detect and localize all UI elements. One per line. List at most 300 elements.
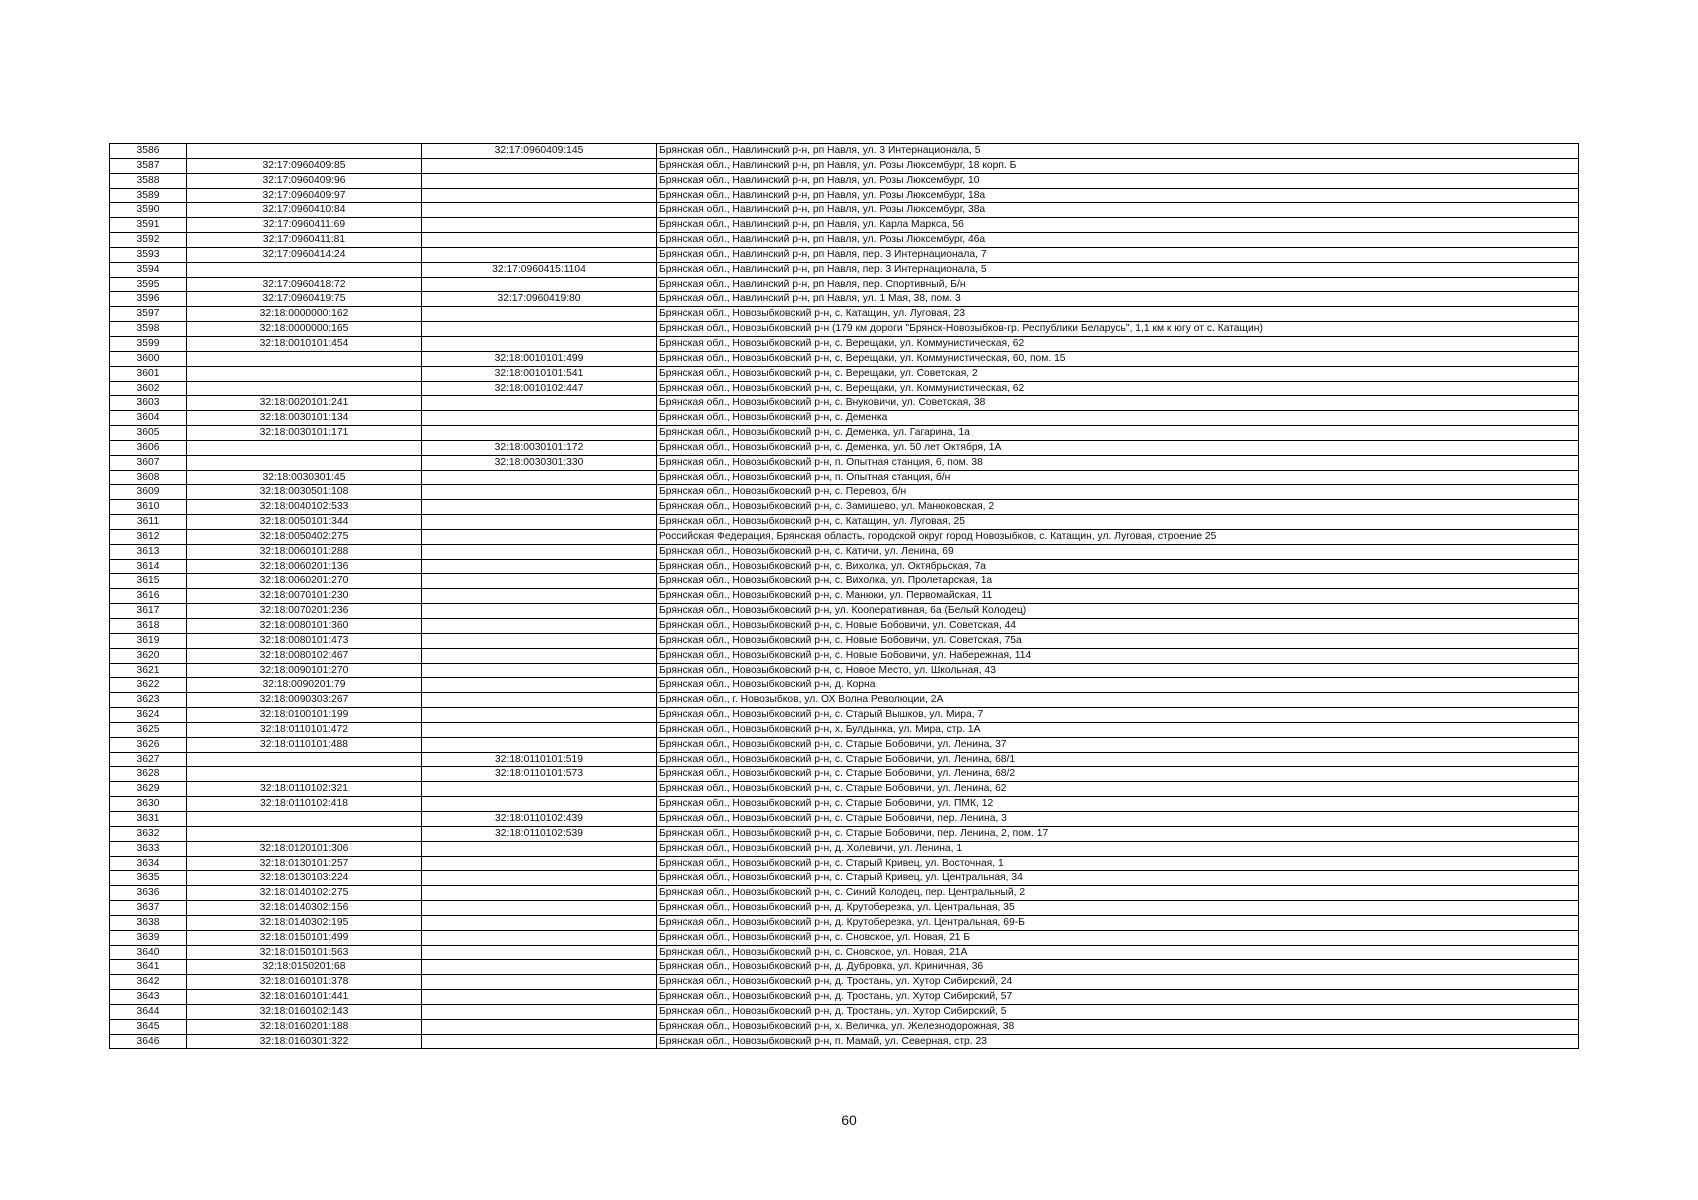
address-cell: Брянская обл., Навлинский р-н, рп Навля, ул. Карла Маркса, 56: [657, 218, 1579, 233]
cadastral-number-cell: 32:18:0050402:275: [187, 529, 422, 544]
cadastral-number-secondary-cell: [422, 975, 657, 990]
table-row: [110, 752, 1579, 767]
property-registry-table: [109, 143, 1579, 1049]
table-row: [110, 648, 1579, 663]
address-cell: Брянская обл., Новозыбковский р-н, х. Булдынка, ул. Мира, стр. 1А: [657, 722, 1579, 737]
cadastral-number-cell: 32:18:0000000:165: [187, 322, 422, 337]
cadastral-number-secondary-cell: [422, 544, 657, 559]
table-row: [110, 1019, 1579, 1034]
cadastral-number-secondary-cell: [422, 841, 657, 856]
row-number-cell: 3595: [110, 277, 187, 292]
table-row: [110, 782, 1579, 797]
table-row: [110, 247, 1579, 262]
row-number-cell: 3586: [110, 144, 187, 159]
row-number-cell: 3640: [110, 945, 187, 960]
cadastral-number-secondary-cell: 32:17:0960419:80: [422, 292, 657, 307]
cadastral-number-secondary-cell: [422, 1034, 657, 1049]
table-row: [110, 930, 1579, 945]
cadastral-number-secondary-cell: [422, 411, 657, 426]
address-cell: Брянская обл., г. Новозыбков, ул. ОХ Волна Революции, 2А: [657, 693, 1579, 708]
table-row: [110, 1004, 1579, 1019]
address-cell: Брянская обл., Навлинский р-н, рп Навля, пер. Спортивный, Б/н: [657, 277, 1579, 292]
address-cell: Брянская обл., Новозыбковский р-н, д. Холевичи, ул. Ленина, 1: [657, 841, 1579, 856]
table-row: [110, 292, 1579, 307]
address-cell: Брянская обл., Новозыбковский р-н, с. Верещаки, ул. Коммунистическая, 62: [657, 381, 1579, 396]
row-number-cell: 3602: [110, 381, 187, 396]
cadastral-number-secondary-cell: 32:18:0110102:539: [422, 826, 657, 841]
cadastral-number-cell: 32:18:0090201:79: [187, 678, 422, 693]
table-row: [110, 396, 1579, 411]
address-cell: Брянская обл., Новозыбковский р-н, с. Старые Бобовичи, ул. Ленина, 68/1: [657, 752, 1579, 767]
cadastral-number-cell: 32:18:0080101:473: [187, 633, 422, 648]
row-number-cell: 3598: [110, 322, 187, 337]
address-cell: Брянская обл., Новозыбковский р-н, с. Новые Бобовичи, ул. Советская, 44: [657, 619, 1579, 634]
cadastral-number-cell: 32:18:0160101:441: [187, 990, 422, 1005]
table-row: [110, 262, 1579, 277]
table-row: [110, 945, 1579, 960]
table-row: [110, 529, 1579, 544]
cadastral-number-cell: 32:18:0040102:533: [187, 500, 422, 515]
row-number-cell: 3639: [110, 930, 187, 945]
row-number-cell: 3610: [110, 500, 187, 515]
address-cell: Брянская обл., Навлинский р-н, рп Навля, ул. Розы Люксембург, 18а: [657, 188, 1579, 203]
cadastral-number-secondary-cell: [422, 737, 657, 752]
cadastral-number-secondary-cell: [422, 515, 657, 530]
cadastral-number-secondary-cell: [422, 574, 657, 589]
cadastral-number-secondary-cell: 32:18:0030301:330: [422, 455, 657, 470]
cadastral-number-cell: 32:18:0110102:418: [187, 797, 422, 812]
address-cell: Брянская обл., Новозыбковский р-н, с. Старые Бобовичи, ул. ПМК, 12: [657, 797, 1579, 812]
row-number-cell: 3587: [110, 158, 187, 173]
row-number-cell: 3608: [110, 470, 187, 485]
cadastral-number-cell: 32:18:0140302:156: [187, 901, 422, 916]
cadastral-number-secondary-cell: [422, 218, 657, 233]
address-cell: Брянская обл., Новозыбковский р-н, с. Деменка: [657, 411, 1579, 426]
table-row: [110, 307, 1579, 322]
table-row: [110, 990, 1579, 1005]
table-row: [110, 722, 1579, 737]
table-row: [110, 767, 1579, 782]
table-row: [110, 455, 1579, 470]
table-row: [110, 619, 1579, 634]
cadastral-number-cell: [187, 366, 422, 381]
cadastral-number-cell: 32:17:0960419:75: [187, 292, 422, 307]
cadastral-number-cell: [187, 351, 422, 366]
table-row: [110, 604, 1579, 619]
row-number-cell: 3624: [110, 708, 187, 723]
address-cell: Брянская обл., Новозыбковский р-н, с. Старые Бобовичи, ул. Ленина, 37: [657, 737, 1579, 752]
cadastral-number-cell: 32:18:0000000:162: [187, 307, 422, 322]
table-row: [110, 203, 1579, 218]
cadastral-number-cell: 32:18:0120101:306: [187, 841, 422, 856]
row-number-cell: 3638: [110, 915, 187, 930]
table-row: [110, 411, 1579, 426]
cadastral-number-cell: 32:17:0960409:96: [187, 173, 422, 188]
cadastral-number-cell: 32:18:0110101:488: [187, 737, 422, 752]
address-cell: Брянская обл., Новозыбковский р-н, с. Старые Бобовичи, пер. Ленина, 2, пом. 17: [657, 826, 1579, 841]
address-cell: Брянская обл., Навлинский р-н, рп Навля, ул. 1 Мая, 38, пом. 3: [657, 292, 1579, 307]
table-row: [110, 693, 1579, 708]
row-number-cell: 3635: [110, 871, 187, 886]
table-row: [110, 485, 1579, 500]
cadastral-number-cell: 32:17:0960411:81: [187, 233, 422, 248]
row-number-cell: 3605: [110, 426, 187, 441]
row-number-cell: 3619: [110, 633, 187, 648]
row-number-cell: 3611: [110, 515, 187, 530]
cadastral-number-secondary-cell: [422, 915, 657, 930]
row-number-cell: 3630: [110, 797, 187, 812]
row-number-cell: 3621: [110, 663, 187, 678]
cadastral-number-cell: 32:18:0070201:236: [187, 604, 422, 619]
row-number-cell: 3599: [110, 336, 187, 351]
cadastral-number-secondary-cell: [422, 396, 657, 411]
address-cell: Брянская обл., Новозыбковский р-н, п. Мамай, ул. Северная, стр. 23: [657, 1034, 1579, 1049]
cadastral-number-secondary-cell: [422, 470, 657, 485]
address-cell: Российская Федерация, Брянская область, городской округ город Новозыбков, с. Катащин, ул. Луговая, строение 25: [657, 529, 1579, 544]
cadastral-number-cell: 32:18:0130103:224: [187, 871, 422, 886]
cadastral-number-cell: 32:17:0960409:85: [187, 158, 422, 173]
table-row: [110, 218, 1579, 233]
address-cell: Брянская обл., Навлинский р-н, рп Навля, ул. Розы Люксембург, 18 корп. Б: [657, 158, 1579, 173]
cadastral-number-secondary-cell: 32:17:0960415:1104: [422, 262, 657, 277]
address-cell: Брянская обл., Новозыбковский р-н, с. Старые Бобовичи, ул. Ленина, 68/2: [657, 767, 1579, 782]
row-number-cell: 3620: [110, 648, 187, 663]
cadastral-number-cell: 32:17:0960410:84: [187, 203, 422, 218]
table-row: [110, 381, 1579, 396]
cadastral-number-secondary-cell: [422, 277, 657, 292]
cadastral-number-secondary-cell: [422, 856, 657, 871]
cadastral-number-secondary-cell: 32:18:0010102:447: [422, 381, 657, 396]
row-number-cell: 3645: [110, 1019, 187, 1034]
cadastral-number-secondary-cell: [422, 693, 657, 708]
row-number-cell: 3593: [110, 247, 187, 262]
row-number-cell: 3612: [110, 529, 187, 544]
address-cell: Брянская обл., Новозыбковский р-н, с. Старый Вышков, ул. Мира, 7: [657, 708, 1579, 723]
cadastral-number-secondary-cell: [422, 945, 657, 960]
row-number-cell: 3592: [110, 233, 187, 248]
cadastral-number-secondary-cell: [422, 1004, 657, 1019]
cadastral-number-secondary-cell: [422, 1019, 657, 1034]
cadastral-number-cell: 32:18:0010101:454: [187, 336, 422, 351]
cadastral-number-secondary-cell: [422, 307, 657, 322]
address-cell: Брянская обл., Новозыбковский р-н, с. Верещаки, ул. Коммунистическая, 62: [657, 336, 1579, 351]
table-row: [110, 574, 1579, 589]
table-row: [110, 737, 1579, 752]
cadastral-number-cell: [187, 262, 422, 277]
cadastral-number-secondary-cell: 32:18:0110101:573: [422, 767, 657, 782]
cadastral-number-secondary-cell: [422, 619, 657, 634]
address-cell: Брянская обл., Новозыбковский р-н, с. Верещаки, ул. Коммунистическая, 60, пом. 15: [657, 351, 1579, 366]
cadastral-number-cell: 32:18:0100101:199: [187, 708, 422, 723]
address-cell: Брянская обл., Новозыбковский р-н, с. Синий Колодец, пер. Центральный, 2: [657, 886, 1579, 901]
cadastral-number-cell: 32:18:0150101:563: [187, 945, 422, 960]
address-cell: Брянская обл., Новозыбковский р-н, с. Старый Кривец, ул. Восточная, 1: [657, 856, 1579, 871]
table-row: [110, 915, 1579, 930]
address-cell: Брянская обл., Новозыбковский р-н, д. Корна: [657, 678, 1579, 693]
address-cell: Брянская обл., Новозыбковский р-н, с. Катащин, ул. Луговая, 25: [657, 515, 1579, 530]
table-row: [110, 826, 1579, 841]
cadastral-number-cell: 32:18:0030101:134: [187, 411, 422, 426]
cadastral-number-secondary-cell: [422, 708, 657, 723]
row-number-cell: 3629: [110, 782, 187, 797]
table-row: [110, 322, 1579, 337]
cadastral-number-cell: 32:18:0130101:257: [187, 856, 422, 871]
table-row: [110, 856, 1579, 871]
cadastral-number-cell: [187, 826, 422, 841]
cadastral-number-secondary-cell: [422, 782, 657, 797]
table-row: [110, 158, 1579, 173]
cadastral-number-cell: 32:18:0020101:241: [187, 396, 422, 411]
table-row: [110, 663, 1579, 678]
cadastral-number-cell: 32:18:0080102:467: [187, 648, 422, 663]
address-cell: Брянская обл., Новозыбковский р-н, с. Верещаки, ул. Советская, 2: [657, 366, 1579, 381]
cadastral-number-cell: 32:18:0060201:136: [187, 559, 422, 574]
table-row: [110, 440, 1579, 455]
address-cell: Брянская обл., Навлинский р-н, рп Навля, ул. Розы Люксембург, 38а: [657, 203, 1579, 218]
cadastral-number-secondary-cell: [422, 648, 657, 663]
address-cell: Брянская обл., Новозыбковский р-н, д. Крутоберезка, ул. Центральная, 69-Б: [657, 915, 1579, 930]
row-number-cell: 3625: [110, 722, 187, 737]
row-number-cell: 3634: [110, 856, 187, 871]
address-cell: Брянская обл., Новозыбковский р-н, п. Опытная станция, 6, пом. 38: [657, 455, 1579, 470]
address-cell: Брянская обл., Новозыбковский р-н, д. Тростань, ул. Хутор Сибирский, 57: [657, 990, 1579, 1005]
row-number-cell: 3606: [110, 440, 187, 455]
cadastral-number-secondary-cell: [422, 589, 657, 604]
cadastral-number-cell: [187, 767, 422, 782]
row-number-cell: 3637: [110, 901, 187, 916]
row-number-cell: 3622: [110, 678, 187, 693]
cadastral-number-cell: 32:18:0110101:472: [187, 722, 422, 737]
table-row: [110, 426, 1579, 441]
address-cell: Брянская обл., Новозыбковский р-н, с. Старые Бобовичи, пер. Ленина, 3: [657, 811, 1579, 826]
row-number-cell: 3600: [110, 351, 187, 366]
table-row: [110, 975, 1579, 990]
row-number-cell: 3623: [110, 693, 187, 708]
cadastral-number-cell: 32:18:0030101:171: [187, 426, 422, 441]
table-row: [110, 144, 1579, 159]
address-cell: Брянская обл., Новозыбковский р-н, с. Катичи, ул. Ленина, 69: [657, 544, 1579, 559]
row-number-cell: 3628: [110, 767, 187, 782]
row-number-cell: 3641: [110, 960, 187, 975]
row-number-cell: 3627: [110, 752, 187, 767]
cadastral-number-secondary-cell: [422, 173, 657, 188]
address-cell: Брянская обл., Новозыбковский р-н, п. Опытная станция, б/н: [657, 470, 1579, 485]
cadastral-number-secondary-cell: [422, 336, 657, 351]
table-row: [110, 470, 1579, 485]
address-cell: Брянская обл., Новозыбковский р-н, с. Старые Бобовичи, ул. Ленина, 62: [657, 782, 1579, 797]
cadastral-number-cell: 32:18:0080101:360: [187, 619, 422, 634]
cadastral-number-secondary-cell: 32:18:0010101:541: [422, 366, 657, 381]
row-number-cell: 3631: [110, 811, 187, 826]
cadastral-number-secondary-cell: [422, 960, 657, 975]
table-row: [110, 366, 1579, 381]
cadastral-number-secondary-cell: [422, 426, 657, 441]
cadastral-number-cell: 32:17:0960411:69: [187, 218, 422, 233]
table-row: [110, 559, 1579, 574]
address-cell: Брянская обл., Новозыбковский р-н, с. Новое Место, ул. Школьная, 43: [657, 663, 1579, 678]
address-cell: Брянская обл., Новозыбковский р-н, с. Вихолка, ул. Октябрьская, 7а: [657, 559, 1579, 574]
row-number-cell: 3596: [110, 292, 187, 307]
row-number-cell: 3626: [110, 737, 187, 752]
row-number-cell: 3589: [110, 188, 187, 203]
cadastral-number-secondary-cell: [422, 633, 657, 648]
table-row: [110, 233, 1579, 248]
cadastral-number-cell: [187, 811, 422, 826]
table-row: [110, 544, 1579, 559]
cadastral-number-secondary-cell: [422, 871, 657, 886]
address-cell: Брянская обл., Новозыбковский р-н, с. Деменка, ул. 50 лет Октября, 1А: [657, 440, 1579, 455]
table-row: [110, 500, 1579, 515]
cadastral-number-secondary-cell: 32:18:0010101:499: [422, 351, 657, 366]
cadastral-number-secondary-cell: 32:18:0030101:172: [422, 440, 657, 455]
table-row: [110, 351, 1579, 366]
table-row: [110, 173, 1579, 188]
address-cell: Брянская обл., Новозыбковский р-н, х. Величка, ул. Железнодорожная, 38: [657, 1019, 1579, 1034]
table-row: [110, 188, 1579, 203]
address-cell: Брянская обл., Навлинский р-н, рп Навля, пер. 3 Интернационала, 5: [657, 262, 1579, 277]
address-cell: Брянская обл., Новозыбковский р-н, ул. Кооперативная, 6а (Белый Колодец): [657, 604, 1579, 619]
address-cell: Брянская обл., Навлинский р-н, рп Навля, ул. Розы Люксембург, 10: [657, 173, 1579, 188]
cadastral-number-secondary-cell: [422, 901, 657, 916]
table-row: [110, 797, 1579, 812]
row-number-cell: 3601: [110, 366, 187, 381]
cadastral-number-secondary-cell: 32:18:0110101:519: [422, 752, 657, 767]
cadastral-number-secondary-cell: [422, 203, 657, 218]
address-cell: Брянская обл., Новозыбковский р-н, с. Сновское, ул. Новая, 21А: [657, 945, 1579, 960]
cadastral-number-cell: 32:18:0030501:108: [187, 485, 422, 500]
row-number-cell: 3646: [110, 1034, 187, 1049]
cadastral-number-cell: 32:18:0140302:195: [187, 915, 422, 930]
cadastral-number-cell: 32:18:0030301:45: [187, 470, 422, 485]
cadastral-number-cell: 32:18:0160102:143: [187, 1004, 422, 1019]
cadastral-number-cell: 32:18:0150101:499: [187, 930, 422, 945]
cadastral-number-secondary-cell: [422, 930, 657, 945]
row-number-cell: 3597: [110, 307, 187, 322]
address-cell: Брянская обл., Новозыбковский р-н (179 км дороги "Брянск-Новозыбков-гр. Республики Беларусь", 1,1 км к югу от с. Катащин): [657, 322, 1579, 337]
address-cell: Брянская обл., Новозыбковский р-н, с. Сновское, ул. Новая, 21 Б: [657, 930, 1579, 945]
cadastral-number-secondary-cell: [422, 604, 657, 619]
row-number-cell: 3617: [110, 604, 187, 619]
row-number-cell: 3616: [110, 589, 187, 604]
address-cell: Брянская обл., Новозыбковский р-н, с. Внуковичи, ул. Советская, 38: [657, 396, 1579, 411]
cadastral-number-cell: 32:18:0160301:322: [187, 1034, 422, 1049]
cadastral-number-cell: [187, 381, 422, 396]
row-number-cell: 3607: [110, 455, 187, 470]
address-cell: Брянская обл., Новозыбковский р-н, д. Дубровка, ул. Криничная, 36: [657, 960, 1579, 975]
address-cell: Брянская обл., Новозыбковский р-н, с. Манюки, ул. Первомайская, 11: [657, 589, 1579, 604]
address-cell: Брянская обл., Навлинский р-н, рп Навля, пер. 3 Интернационала, 7: [657, 247, 1579, 262]
table-row: [110, 960, 1579, 975]
table-row: [110, 589, 1579, 604]
cadastral-number-cell: 32:18:0160101:378: [187, 975, 422, 990]
address-cell: Брянская обл., Новозыбковский р-н, д. Тростань, ул. Хутор Сибирский, 24: [657, 975, 1579, 990]
table-row: [110, 277, 1579, 292]
registry-table-body: [110, 144, 1579, 1049]
cadastral-number-cell: [187, 752, 422, 767]
cadastral-number-secondary-cell: [422, 247, 657, 262]
cadastral-number-cell: 32:18:0050101:344: [187, 515, 422, 530]
address-cell: Брянская обл., Новозыбковский р-н, с. Катащин, ул. Луговая, 23: [657, 307, 1579, 322]
cadastral-number-cell: 32:18:0090101:270: [187, 663, 422, 678]
cadastral-number-secondary-cell: [422, 797, 657, 812]
row-number-cell: 3643: [110, 990, 187, 1005]
table-row: [110, 336, 1579, 351]
cadastral-number-secondary-cell: [422, 678, 657, 693]
row-number-cell: 3609: [110, 485, 187, 500]
cadastral-number-cell: 32:18:0110102:321: [187, 782, 422, 797]
address-cell: Брянская обл., Новозыбковский р-н, с. Замишево, ул. Манюковская, 2: [657, 500, 1579, 515]
table-row: [110, 515, 1579, 530]
cadastral-number-secondary-cell: [422, 233, 657, 248]
cadastral-number-secondary-cell: [422, 322, 657, 337]
table-row: [110, 1034, 1579, 1049]
address-cell: Брянская обл., Новозыбковский р-н, с. Новые Бобовичи, ул. Набережная, 114: [657, 648, 1579, 663]
row-number-cell: 3603: [110, 396, 187, 411]
row-number-cell: 3591: [110, 218, 187, 233]
row-number-cell: 3632: [110, 826, 187, 841]
cadastral-number-cell: 32:17:0960414:24: [187, 247, 422, 262]
cadastral-number-secondary-cell: 32:18:0110102:439: [422, 811, 657, 826]
cadastral-number-cell: 32:18:0060201:270: [187, 574, 422, 589]
cadastral-number-cell: [187, 144, 422, 159]
row-number-cell: 3588: [110, 173, 187, 188]
cadastral-number-cell: 32:18:0140102:275: [187, 886, 422, 901]
table-row: [110, 708, 1579, 723]
cadastral-number-cell: 32:18:0070101:230: [187, 589, 422, 604]
address-cell: Брянская обл., Новозыбковский р-н, д. Тростань, ул. Хутор Сибирский, 5: [657, 1004, 1579, 1019]
cadastral-number-secondary-cell: 32:17:0960409:145: [422, 144, 657, 159]
cadastral-number-cell: 32:17:0960418:72: [187, 277, 422, 292]
address-cell: Брянская обл., Новозыбковский р-н, с. Старый Кривец, ул. Центральная, 34: [657, 871, 1579, 886]
page-number: 60: [841, 1112, 857, 1128]
row-number-cell: 3633: [110, 841, 187, 856]
cadastral-number-secondary-cell: [422, 990, 657, 1005]
row-number-cell: 3642: [110, 975, 187, 990]
address-cell: Брянская обл., Новозыбковский р-н, д. Крутоберезка, ул. Центральная, 35: [657, 901, 1579, 916]
cadastral-number-secondary-cell: [422, 485, 657, 500]
cadastral-number-cell: 32:18:0060101:288: [187, 544, 422, 559]
cadastral-number-secondary-cell: [422, 886, 657, 901]
row-number-cell: 3613: [110, 544, 187, 559]
cadastral-number-secondary-cell: [422, 158, 657, 173]
cadastral-number-secondary-cell: [422, 722, 657, 737]
table-row: [110, 871, 1579, 886]
address-cell: Брянская обл., Новозыбковский р-н, с. Вихолка, ул. Пролетарская, 1а: [657, 574, 1579, 589]
cadastral-number-secondary-cell: [422, 529, 657, 544]
table-row: [110, 811, 1579, 826]
row-number-cell: 3618: [110, 619, 187, 634]
table-row: [110, 678, 1579, 693]
address-cell: Брянская обл., Навлинский р-н, рп Навля, ул. 3 Интернационала, 5: [657, 144, 1579, 159]
row-number-cell: 3614: [110, 559, 187, 574]
cadastral-number-secondary-cell: [422, 663, 657, 678]
address-cell: Брянская обл., Новозыбковский р-н, с. Перевоз, б/н: [657, 485, 1579, 500]
table-row: [110, 886, 1579, 901]
row-number-cell: 3590: [110, 203, 187, 218]
cadastral-number-cell: [187, 440, 422, 455]
cadastral-number-secondary-cell: [422, 188, 657, 203]
address-cell: Брянская обл., Новозыбковский р-н, с. Деменка, ул. Гагарина, 1а: [657, 426, 1579, 441]
row-number-cell: 3594: [110, 262, 187, 277]
row-number-cell: 3636: [110, 886, 187, 901]
cadastral-number-cell: [187, 455, 422, 470]
address-cell: Брянская обл., Новозыбковский р-н, с. Новые Бобовичи, ул. Советская, 75а: [657, 633, 1579, 648]
row-number-cell: 3644: [110, 1004, 187, 1019]
cadastral-number-cell: 32:17:0960409:97: [187, 188, 422, 203]
table-row: [110, 633, 1579, 648]
cadastral-number-secondary-cell: [422, 500, 657, 515]
cadastral-number-cell: 32:18:0150201:68: [187, 960, 422, 975]
